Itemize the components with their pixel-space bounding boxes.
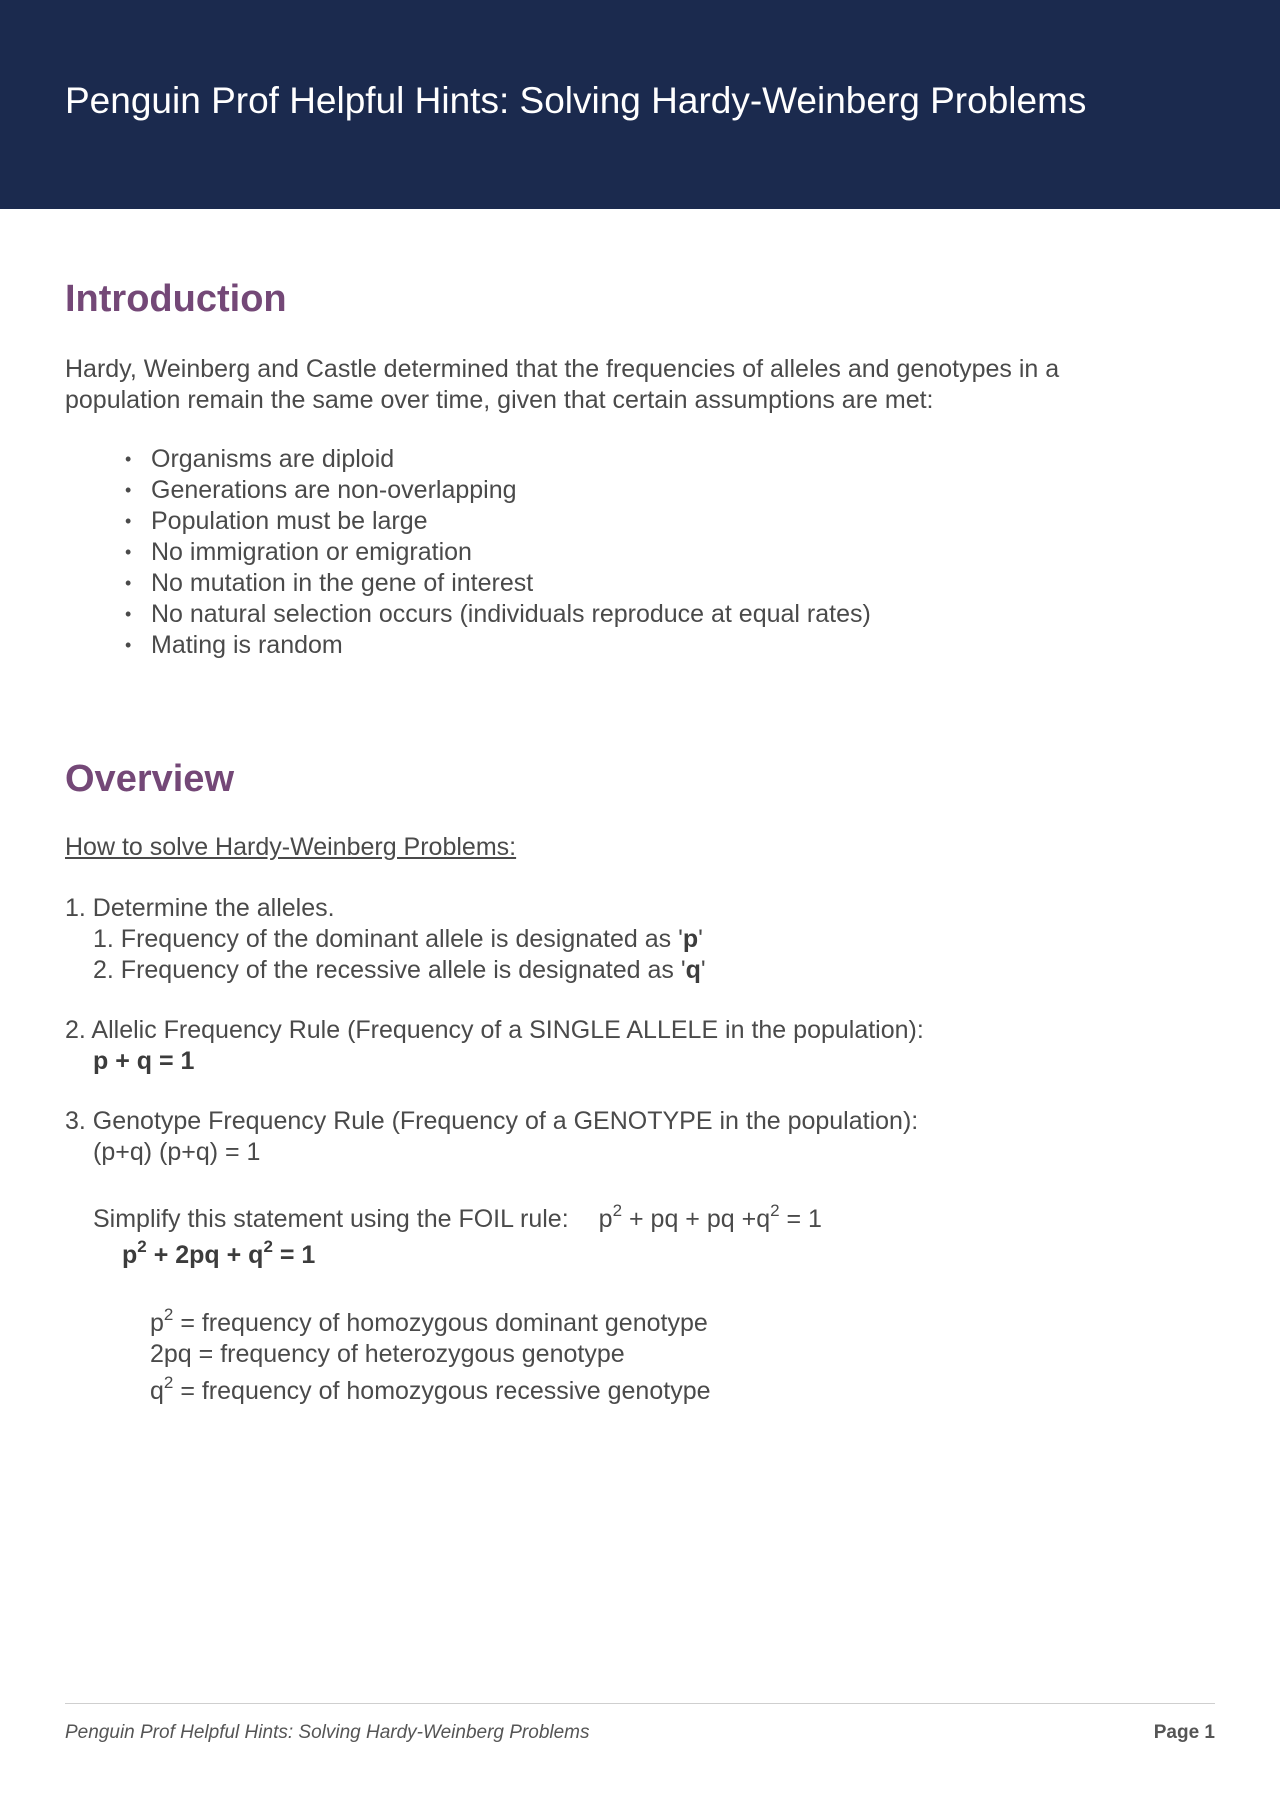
- list-item: • No mutation in the gene of interest: [65, 568, 871, 599]
- definition-heterozygous: 2pq = frequency of heterozygous genotype: [150, 1340, 625, 1368]
- introduction-heading: Introduction: [65, 278, 287, 320]
- hardy-weinberg-equation: $p^2 + 2pq + q^2 = 1$: [122, 1236, 316, 1269]
- list-item: • Organisms are diploid: [65, 444, 871, 475]
- step-1-substep-2: 2. Frequency of the recessive allele is designated as 'q': [93, 956, 706, 984]
- definition-homozygous-dominant: $p^2$ = frequency of homozygous dominant genotype: [150, 1304, 708, 1337]
- genotype-product-formula: (p+q) (p+q) = 1: [93, 1138, 261, 1166]
- footer-divider: [65, 1703, 1215, 1704]
- assumptions-list: [65, 444, 871, 661]
- step-1-label: 1. Determine the alleles.: [65, 894, 335, 922]
- header-banner: [0, 0, 1280, 209]
- foil-instruction: Simplify this statement using the FOIL rule: $p^2$ + pq + pq $+q^2 = 1$: [93, 1200, 822, 1233]
- list-item: • Mating is random: [65, 630, 871, 661]
- step-3-label: 3. Genotype Frequency Rule (Frequency of a GENOTYPE in the population):: [65, 1107, 919, 1135]
- overview-subheading: How to solve Hardy-Weinberg Problems:: [65, 833, 517, 861]
- step-1-substep-1: 1. Frequency of the dominant allele is designated as 'p': [93, 925, 703, 953]
- page-number: Page 1: [1153, 1722, 1215, 1743]
- list-item: • Generations are non-overlapping: [65, 475, 871, 506]
- list-item: • No immigration or emigration: [65, 537, 871, 568]
- allelic-frequency-formula: p + q = 1: [93, 1047, 195, 1075]
- step-2-label: 2. Allelic Frequency Rule (Frequency of a SINGLE ALLELE in the population):: [65, 1016, 924, 1044]
- overview-heading: Overview: [65, 758, 234, 800]
- definition-homozygous-recessive: $q^2$ = frequency of homozygous recessive genotype: [150, 1372, 711, 1405]
- intro-paragraph: Hardy, Weinberg and Castle determined that the frequencies of alleles and genotypes in a population remain the same over time, given that certain assumptions are met:: [65, 355, 1060, 414]
- list-item: • No natural selection occurs (individuals reproduce at equal rates): [65, 599, 871, 630]
- document-title: Penguin Prof Helpful Hints: Solving Hardy-Weinberg Problems: [65, 80, 1087, 121]
- list-item: • Population must be large: [65, 506, 871, 537]
- footer-title: Penguin Prof Helpful Hints: Solving Hardy-Weinberg Problems: [65, 1722, 590, 1743]
